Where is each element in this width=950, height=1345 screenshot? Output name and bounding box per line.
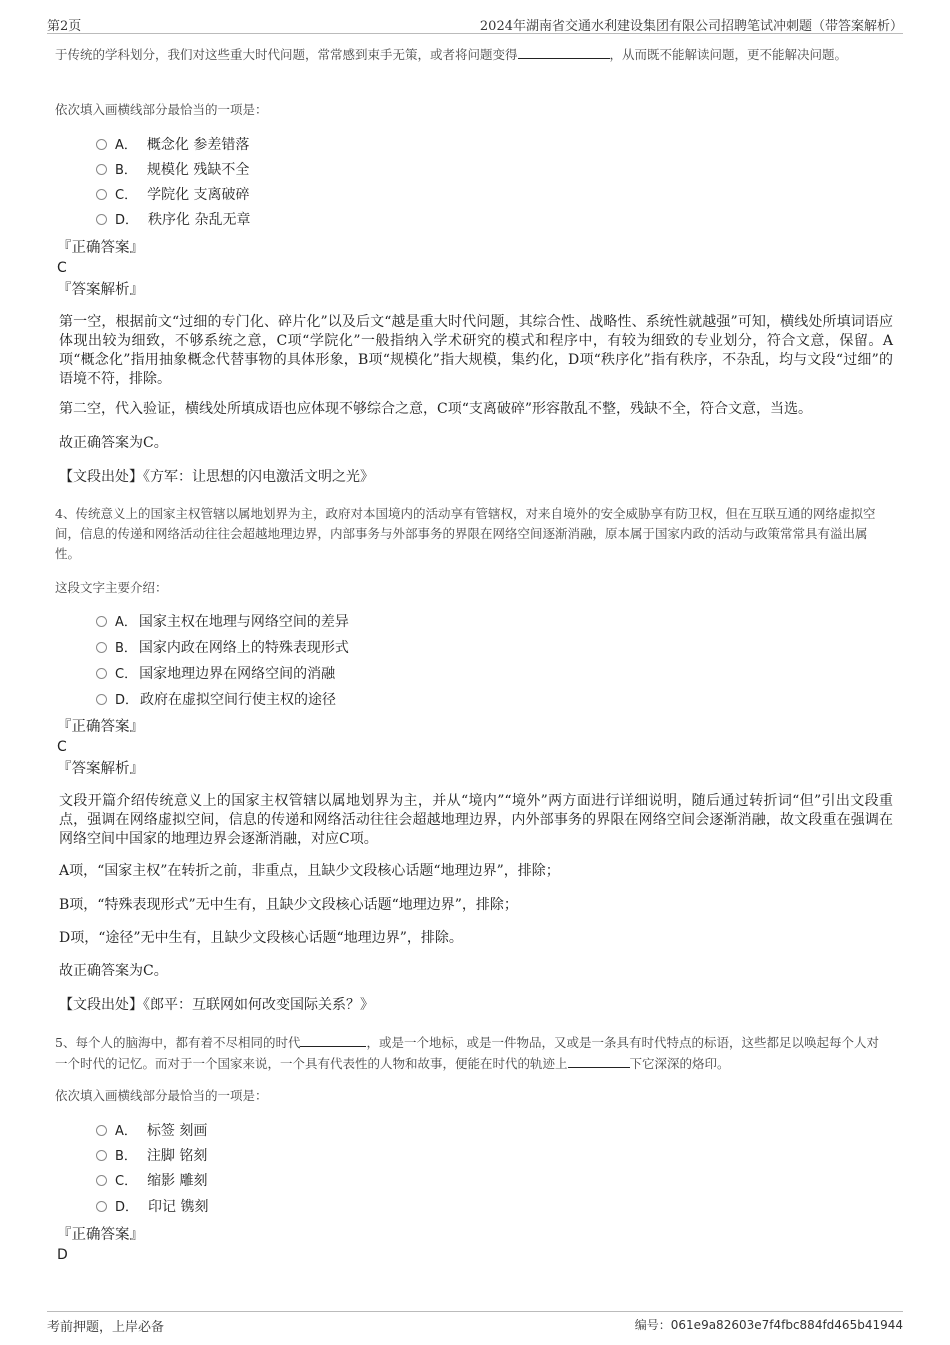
q4-option-a[interactable]: A． 国家主权在地理与网络空间的差异 <box>96 612 349 633</box>
q3-prompt: 依次填入画横线部分最恰当的一项是： <box>55 102 268 117</box>
radio-icon[interactable] <box>96 694 107 705</box>
radio-icon[interactable] <box>96 616 107 627</box>
page-footer <box>47 1311 903 1336</box>
radio-icon[interactable] <box>96 1150 107 1161</box>
q3-option-b[interactable]: B． 规模化 残缺不全 <box>96 160 249 181</box>
q4-analysis-label: 『答案解析』 <box>57 761 144 777</box>
q4-answer: C <box>57 739 67 755</box>
q5-stem: 5、每个人的脑海中，都有着不尽相同的时代 ，或是一个地标，或是一件物品，又或是一条具有时代特点的标语，这些都足以唤起每个人对一个时代的记忆。而对于一个国家来说，一个具有代表性的人物和故事，便能在时代的轨迹上 下它深深的烙印。 <box>55 1032 890 1074</box>
q5-option-d[interactable]: D． 印记 镌刻 <box>96 1197 208 1218</box>
q4-source: 【文段出处】《郎平：互联网如何改变国际关系？》 <box>59 997 374 1013</box>
q5-prompt: 依次填入画横线部分最恰当的一项是： <box>55 1088 268 1103</box>
document-title: 2024年湖南省交通水利建设集团有限公司招聘笔试冲刺题（带答案解析） <box>479 19 903 34</box>
radio-icon[interactable] <box>96 642 107 653</box>
q3-analysis-paragraph: 第二空，代入验证，横线处所填成语也应体现不够综合之意，C项“支离破碎”形容散乱不整，残缺不全，符合文意，当选。 <box>59 401 813 417</box>
serial-number: 编号：061e9a82603e7f4fbc884fd465b41944 <box>634 1318 903 1332</box>
radio-icon[interactable] <box>96 668 107 679</box>
radio-icon[interactable] <box>96 164 107 175</box>
q3-answer: C <box>57 260 67 276</box>
q4-conclusion: 故正确答案为C。 <box>59 963 168 979</box>
q5-blank-1 <box>300 1032 366 1047</box>
q5-option-b[interactable]: B． 注脚 铭刻 <box>96 1146 207 1167</box>
q3-option-c[interactable]: C． 学院化 支离破碎 <box>96 185 250 206</box>
q4-prompt: 这段文字主要介绍： <box>55 580 168 595</box>
radio-icon[interactable] <box>96 1125 107 1136</box>
q5-answer-label: 『正确答案』 <box>57 1227 144 1243</box>
q3-source: 【文段出处】《方军：让思想的闪电激活文明之光》 <box>59 469 374 485</box>
q4-option-c[interactable]: C． 国家地理边界在网络空间的消融 <box>96 664 335 685</box>
radio-icon[interactable] <box>96 139 107 150</box>
q4-analysis-option-b: B项，“特殊表现形式”无中生有，且缺少文段核心话题“地理边界”，排除； <box>59 897 518 913</box>
q3-option-a[interactable]: A． 概念化 参差错落 <box>96 135 249 156</box>
page-number: 第2页 <box>47 19 82 34</box>
q5-blank-2 <box>568 1053 630 1068</box>
radio-icon[interactable] <box>96 214 107 225</box>
footer-slogan: 考前押题，上岸必备 <box>47 1320 165 1335</box>
q3-conclusion: 故正确答案为C。 <box>59 435 168 451</box>
q3-stem: 于传统的学科划分，我们对这些重大时代问题，常常感到束手无策，或者将问题变得 ，从而既不能解读问题，更不能解决问题。 <box>55 44 890 65</box>
q4-option-d[interactable]: D． 政府在虚拟空间行使主权的途径 <box>96 690 336 711</box>
page-header <box>47 13 903 34</box>
q3-answer-label: 『正确答案』 <box>57 240 144 256</box>
q4-stem: 4、传统意义上的国家主权管辖以属地划界为主，政府对本国境内的活动享有管辖权，对来自境外的安全威胁享有防卫权，但在互联互通的网络虚拟空间，信息的传递和网络活动往往会超越地理边界，内部事务与外部事务的界限在网络空间逐渐消融，原本属于国家内政的活动与政策常常具有溢出属性。 <box>55 506 876 561</box>
radio-icon[interactable] <box>96 1201 107 1212</box>
q4-analysis-option-a: A项，“国家主权”在转折之前，非重点，且缺少文段核心话题“地理边界”，排除； <box>59 863 560 879</box>
q3-analysis-label: 『答案解析』 <box>57 282 144 298</box>
q3-option-d[interactable]: D． 秩序化 杂乱无章 <box>96 210 250 231</box>
q4-analysis-option-d: D项，“途径”无中生有，且缺少文段核心话题“地理边界”，排除。 <box>59 930 463 946</box>
q5-option-c[interactable]: C． 缩影 雕刻 <box>96 1171 208 1192</box>
q5-option-a[interactable]: A． 标签 刻画 <box>96 1121 207 1142</box>
q5-answer: D <box>57 1247 68 1263</box>
radio-icon[interactable] <box>96 1175 107 1186</box>
q3-analysis-paragraph: 第一空，根据前文“过细的专门化、碎片化”以及后文“越是重大时代问题，其综合性、战略性、系统性就越强”可知，横线处所填词语应体现出较为细致，不够系统之意，C项“学院化”一般指纳入学术研究的模式和程序中，有较为细致的专业划分，符合文意，保留。A项“概念化”指用抽象概念代替事物的具体形象，B项“规模化”指大规模，集约化，D项“秩序化”指有秩序，不杂乱，均与文段“过细”的语境不符，排除。 <box>59 314 893 387</box>
q4-answer-label: 『正确答案』 <box>57 719 144 735</box>
q4-analysis-paragraph: 文段开篇介绍传统意义上的国家主权管辖以属地划界为主，并从“境内”“境外”两方面进行详细说明，随后通过转折词“但”引出文段重点，强调在网络虚拟空间，信息的传递和网络活动往往会超越地理边界，内外部事务的界限在网络空间会逐渐消融，故文段重在强调在网络空间中国家的地理边界会逐渐消融，对应C项。 <box>59 793 893 847</box>
radio-icon[interactable] <box>96 189 107 200</box>
q4-option-b[interactable]: B． 国家内政在网络上的特殊表现形式 <box>96 638 349 659</box>
q3-blank <box>518 44 610 59</box>
